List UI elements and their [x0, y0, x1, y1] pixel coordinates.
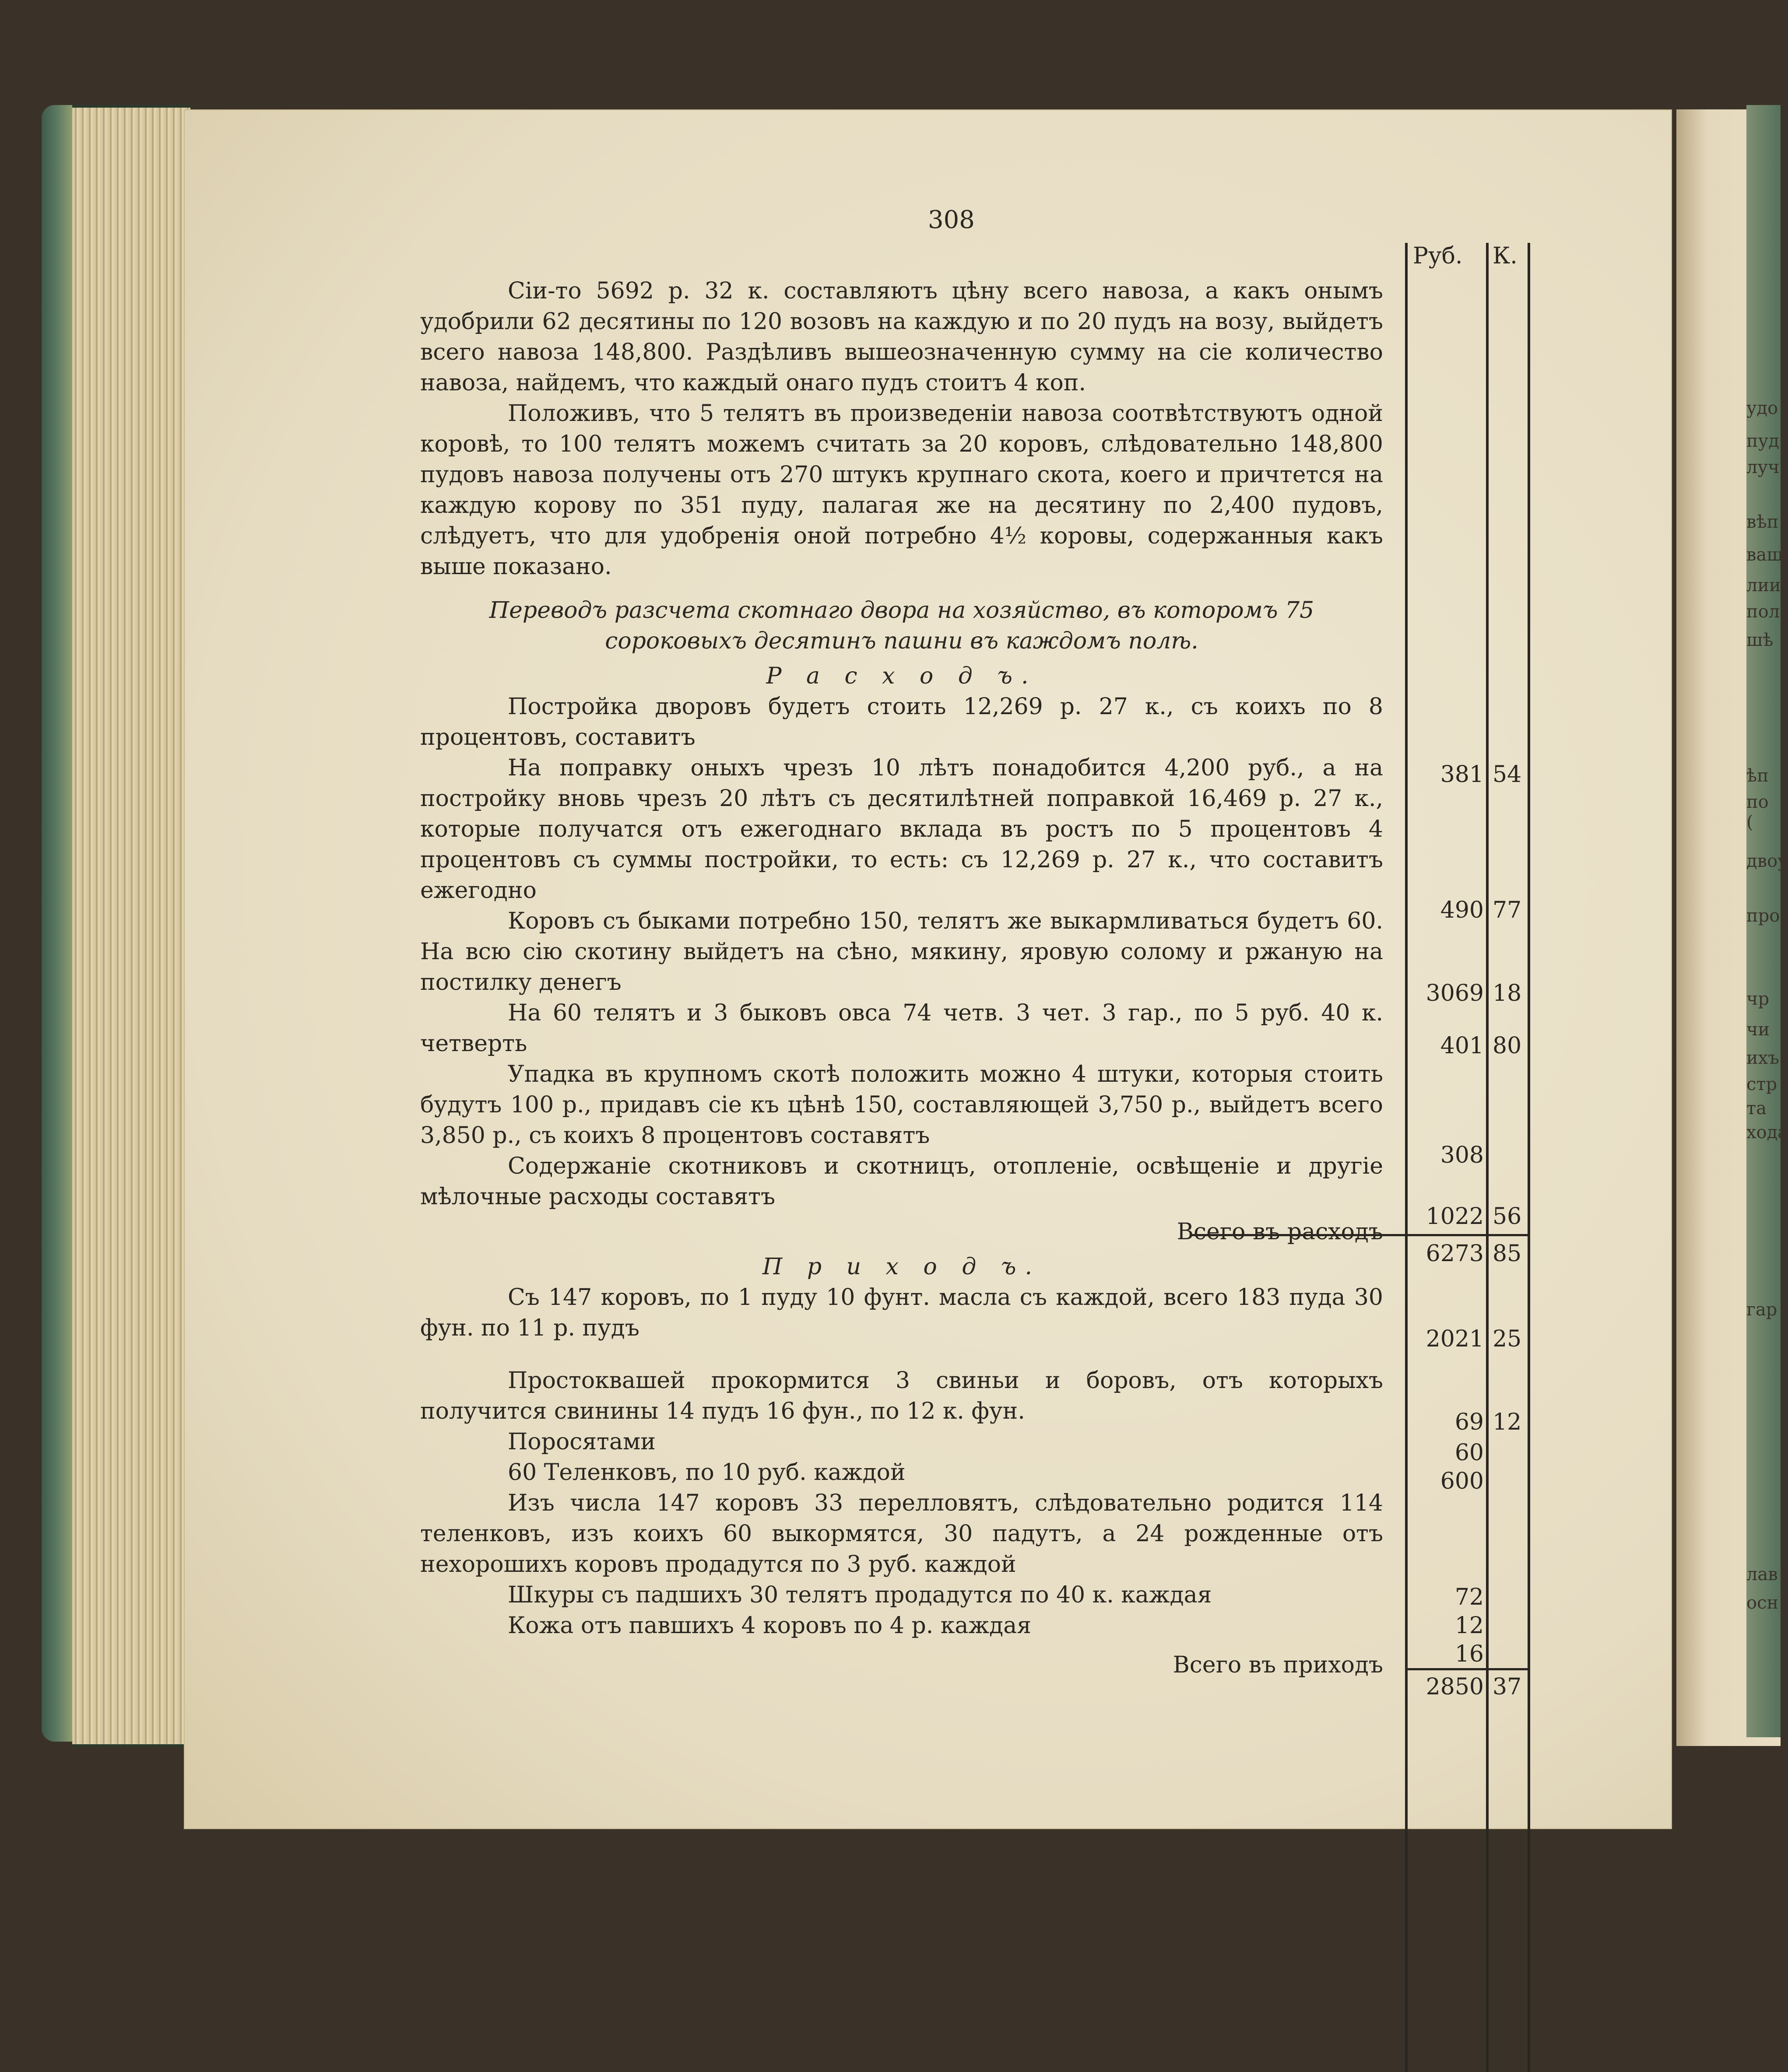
facing-page-fragment: шѣ [1746, 630, 1774, 650]
intro-paragraph-2: Положивъ, что 5 телятъ въ произведенiи навоза соотвѣтствуютъ одной коровѣ, то 100 телятъ можемъ считать за 20 коровъ, слѣдовательно 148,800 пудовъ навоза получены отъ 270 штукъ крупнаго скота, коего и причтется на каждую корову по 351 пуду, палагая же на десятину по 2,400 пудовъ, слѣдуетъ, что для удобренiя оной потребно 4½ коровы, содержанныя какъ выше показано. [420, 400, 1383, 580]
expense-kop: 54 [1493, 761, 1522, 788]
income-total-label: Всего въ приходъ [1173, 1652, 1383, 1678]
page-number: 308 [928, 206, 975, 234]
expense-rub: 490 [1440, 897, 1484, 923]
facing-page-fragment: вѣп [1746, 512, 1779, 532]
facing-page-fragment: лав [1746, 1564, 1778, 1585]
income-item: Простоквашей прокормится 3 свиньи и боровъ, отъ которыхъ получится свинины 14 пудъ 16 фун., по 12 к. фун. [420, 1367, 1383, 1424]
expense-item: На 60 телятъ и 3 быковъ овса 74 четв. 3 чет. 3 гар., по 5 руб. 40 к. четверть [420, 1000, 1383, 1057]
expense-title: Р а с х о д ъ. [766, 663, 1037, 689]
income-rub: 600 [1440, 1468, 1484, 1494]
income-item: Поросятами [508, 1429, 656, 1455]
expense-rub: 401 [1440, 1033, 1484, 1059]
income-rub: 69 [1454, 1409, 1484, 1435]
expense-item: Постройка дворовъ будетъ стоить 12,269 р. 27 к., съ коихъ по 8 процентовъ, составитъ [420, 694, 1383, 750]
expense-item: На поправку оныхъ чрезъ 10 лѣтъ понадобится 4,200 руб., а на постройку вновь чрезъ 20 лѣтъ съ десятилѣтней поправкой 16,469 р. 27 к., которые получатся отъ ежегоднаго вклада въ ростъ по 5 процентовъ 4 процентовъ съ суммы постройки, то есть: съ 12,269 р. 27 к., что составитъ ежегодно [420, 755, 1383, 904]
kop-column-right-rule [1528, 243, 1530, 2072]
income-kop: 12 [1493, 1409, 1522, 1435]
expense-rub: 381 [1440, 761, 1484, 788]
expense-rub: 308 [1440, 1142, 1484, 1168]
expense-total-kop: 85 [1493, 1241, 1522, 1267]
kop-column-header: К. [1493, 243, 1518, 269]
facing-page-fragment: пол [1746, 602, 1780, 622]
expense-total-rub: 6273 [1426, 1241, 1484, 1267]
income-rub: 12 [1454, 1613, 1484, 1639]
expense-kop: 80 [1493, 1033, 1522, 1059]
facing-page-fragment: пуд [1746, 431, 1779, 451]
facing-page-fragment: хода [1746, 1122, 1788, 1143]
income-rub: 60 [1454, 1440, 1484, 1466]
expense-kop: 56 [1493, 1203, 1522, 1230]
income-title: П р и х о д ъ. [762, 1254, 1041, 1280]
expense-item: Упадка въ крупномъ скотѣ положить можно 4 штуки, которыя стоить будутъ 100 р., придавъ сiе къ цѣнѣ 150, составляющей 3,750 р., выйдетъ всего 3,850 р., съ коихъ 8 процентовъ составятъ [420, 1061, 1383, 1149]
income-kop: 25 [1493, 1326, 1522, 1352]
facing-page-fragment: удо [1746, 398, 1778, 418]
section-heading: Переводъ разсчета скотнаго двора на хозяйство, въ которомъ 75 сороковыхъ десятинъ пашни въ каждомъ полѣ. [489, 597, 1314, 654]
income-rub: 16 [1454, 1641, 1484, 1667]
income-item: 60 Теленковъ, по 10 руб. каждой [508, 1459, 906, 1486]
income-item: Кожа отъ павшихъ 4 коровъ по 4 р. каждая [508, 1613, 1031, 1639]
expense-rub: 3069 [1426, 980, 1484, 1006]
facing-page-fragment: про [1746, 906, 1780, 926]
income-item: Шкуры съ падшихъ 30 телятъ продадутся по 40 к. каждая [508, 1582, 1212, 1608]
facing-page-fragment: луч [1746, 457, 1780, 477]
income-rub: 2021 [1426, 1326, 1484, 1352]
income-total-rub: 2850 [1426, 1674, 1484, 1700]
income-total-rule [1405, 1668, 1528, 1670]
facing-page-fragment: ваш [1746, 545, 1783, 565]
expense-total-rule [1191, 1234, 1528, 1236]
page-text [420, 201, 1383, 1680]
expense-kop: 18 [1493, 980, 1522, 1006]
facing-page-fragment: чр [1746, 989, 1770, 1009]
rub-column-left-rule [1405, 243, 1408, 2072]
expense-item: Коровъ съ быками потребно 150, телятъ же выкармливаться будетъ 60. На всю сiю скотину выйдетъ на сѣно, мякину, яровую солому и ржаную на постилку денегъ [420, 908, 1383, 996]
intro-paragraph-1: Сiи-то 5692 р. 32 к. составляютъ цѣну всего навоза, а какъ онымъ удобрили 62 десятины по 120 возовъ на каждую и по 20 пудъ на возу, выйдетъ всего навоза 148,800. Раздѣливъ вышеозначенную сумму на сiе количество навоза, найдемъ, что каждый онаго пудъ стоитъ 4 коп. [420, 278, 1383, 396]
facing-page-fragment: ѣп [1746, 766, 1769, 786]
rub-column-header: Руб. [1413, 243, 1463, 269]
facing-page-fragment: осн [1746, 1593, 1779, 1613]
expense-item: Содержанiе скотниковъ и скотницъ, отопленiе, освѣщенiе и другiе мѣлочные расходы составятъ [420, 1153, 1383, 1210]
income-total-kop: 37 [1493, 1674, 1522, 1700]
income-item: Съ 147 коровъ, по 1 пуду 10 фунт. масла съ каждой, всего 183 пуда 30 фун. по 11 р. пудъ [420, 1284, 1383, 1341]
expense-total-label: Всего въ расходъ [1177, 1219, 1383, 1245]
kop-column-left-rule [1486, 243, 1489, 2072]
facing-page-fragment: чи [1746, 1020, 1770, 1040]
income-item: Изъ числа 147 коровъ 33 перелловятъ, слѣдовательно родится 114 теленковъ, изъ коихъ 60 выкормятся, 30 падутъ, а 24 рожденные отъ нехорошихъ коровъ продадутся по 3 руб. каждой [420, 1490, 1383, 1578]
facing-page-fragment: двоу [1746, 851, 1788, 871]
facing-page-fragment: лии [1746, 575, 1781, 596]
expense-rub: 1022 [1426, 1203, 1484, 1230]
facing-page-fragment: гар [1746, 1300, 1777, 1320]
expense-kop: 77 [1493, 897, 1522, 923]
facing-page-fragment: ихъ [1746, 1048, 1779, 1068]
facing-page-fragment: по ( [1746, 792, 1769, 832]
facing-page-fragment: та [1746, 1098, 1767, 1118]
facing-page-fragment: стр [1746, 1074, 1777, 1094]
income-rub: 72 [1454, 1584, 1484, 1610]
page-stack-edge [72, 105, 190, 1747]
